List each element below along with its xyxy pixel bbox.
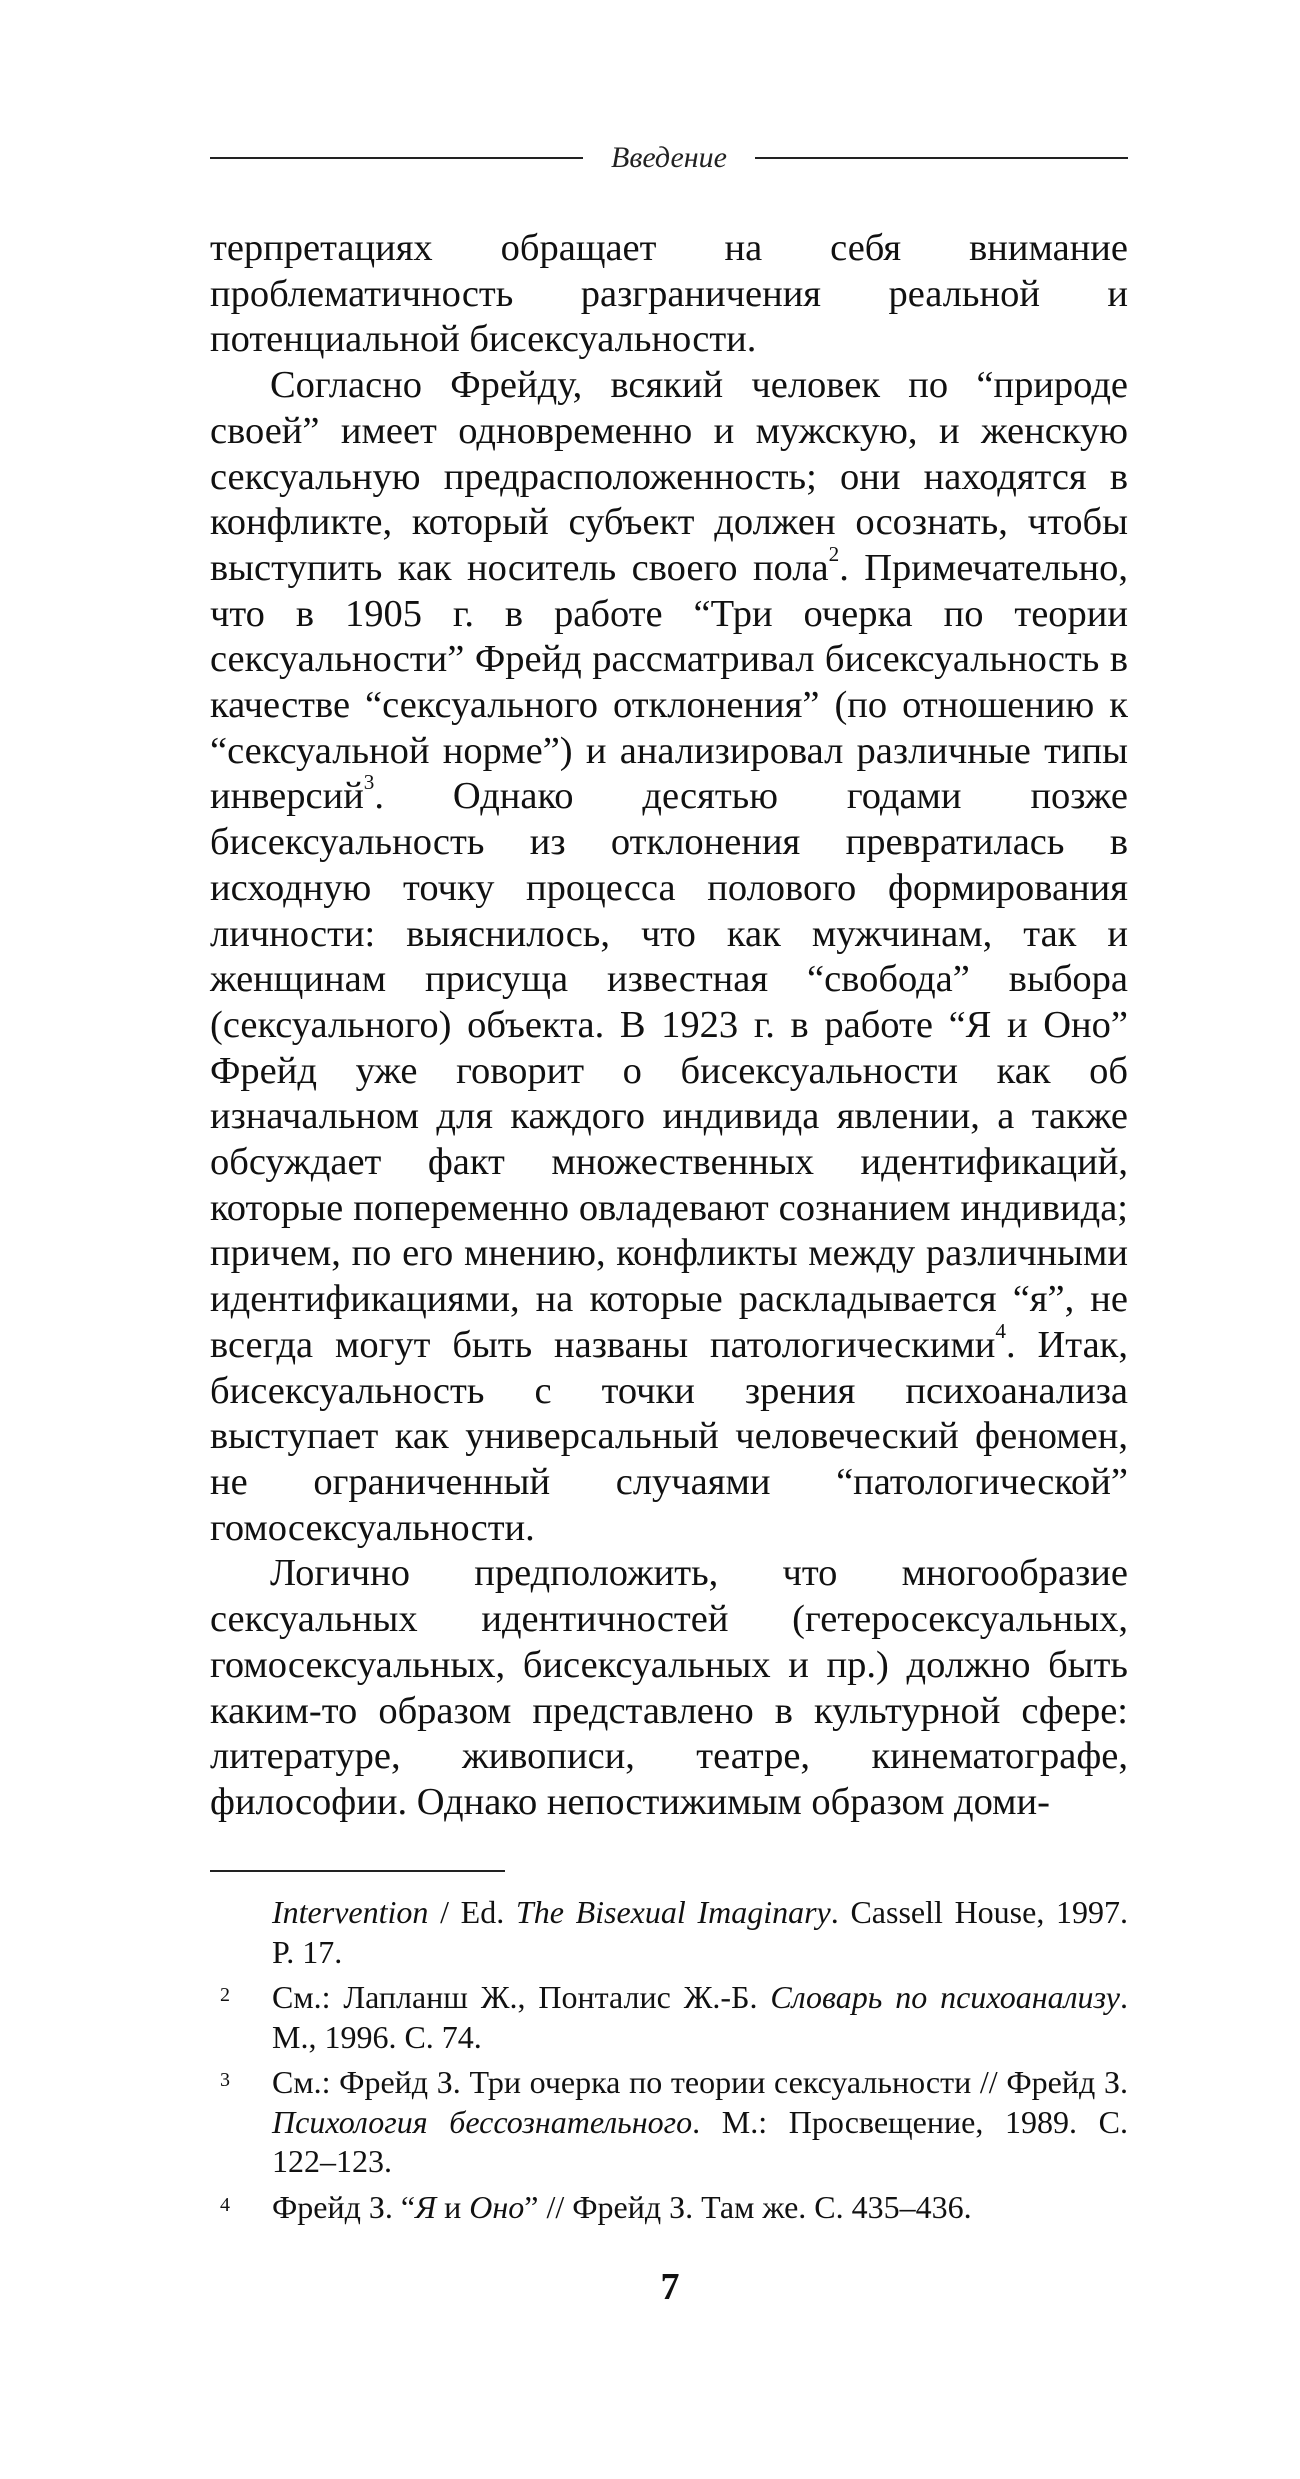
paragraph-2-part-a: Согласно Фрейду, всякий человек по “природе своей” имеет одновременно и мужскую, и женскую сексуальную предрасположенность; они находятся в конфликте, который субъект должен осознать, чтобы выступить как носитель своего пола xyxy=(210,364,1128,589)
paragraph-2-part-d: . Итак, бисексуальность с точки зрения психоанализа выступает как универсальный человеческий феномен, не ограниченный случаями “патологической” гомосексуальности. xyxy=(210,1323,1128,1549)
footnote-3-number: 3 xyxy=(220,2069,230,2091)
footnote-separator xyxy=(210,1870,505,1872)
footnote-ref-4: 4 xyxy=(995,1318,1006,1343)
footnote-4-text-2: и xyxy=(436,2188,470,2225)
footnote-3-text-2: . М.: Просвещение, 1989. С. 122–123. xyxy=(272,2103,1129,2179)
main-text xyxy=(210,226,1128,1826)
paragraph-3: Логично предположить, что многообразие сексуальных идентичностей (гетеросексуальных, гомосексуальных, бисексуальных и пр.) должно быть каким-то образом представлено в культурной сфере: литературе, живописи, театре, кинематографе, философии. Однако непостижимым образом доми- xyxy=(210,1552,1128,1823)
paragraph-1: терпретациях обращает на себя внимание проблематичность разграничения реальной и потенциальной бисексуальности. xyxy=(210,227,1128,361)
footnotes xyxy=(210,1893,1128,2233)
footnote-4-text-3: ” // Фрейд З. Там же. С. 435–436. xyxy=(524,2188,972,2225)
footnote-2-text-1: См.: Лапланш Ж., Понталис Ж.-Б. xyxy=(272,1979,771,2015)
footnote-continued-text-1: / Ed. xyxy=(428,1894,516,1930)
header-rule-right xyxy=(755,157,1128,159)
header-rule-left xyxy=(210,157,583,159)
footnote-3 xyxy=(210,2063,1128,2182)
footnote-2-text-2: . М., 1996. С. 74. xyxy=(272,1979,1129,2055)
footnote-2-italic: Словарь по психоанализу xyxy=(770,1979,1121,2015)
running-title: Введение xyxy=(611,141,727,174)
paragraph-2 xyxy=(210,363,1128,1551)
footnote-3-text-1: См.: Фрейд З. Три очерка по теории сексуальности // Фрейд З. xyxy=(272,2064,1128,2100)
footnote-4-italic-2: Оно xyxy=(469,2188,525,2225)
footnote-4-italic-1: Я xyxy=(415,2188,437,2225)
paragraph-2-part-c: . Однако десятью годами позже бисексуальность из отклонения превратилась в исходную точку процесса полового формирования личности: выяснилось, что как мужчинам, так и женщинам присуща известная “свобода” выбора (сексуального) объекта. В 1923 г. в работе “Я и Оно” Фрейд уже говорит о бисексуальности как об изначальном для каждого индивида явлении, а также обсуждает факт множественных идентификаций, которые попеременно овладевают сознанием индивида; причем, по его мнению, конфликты между различными идентификациями, на которые раскладывается “я”, не всегда могут быть названы патологическими xyxy=(210,775,1128,1366)
footnote-4-number: 4 xyxy=(220,2193,230,2216)
footnote-continued-text-2: . Cassell House, 1997. P. 17. xyxy=(272,1894,1129,1970)
footnote-ref-2: 2 xyxy=(828,541,840,566)
footnote-continued-italic-2: The Bisexual Imaginary xyxy=(515,1894,831,1930)
footnote-4 xyxy=(210,2188,1128,2228)
paragraph-2-part-b: . Примечательно, что в 1905 г. в работе “Три очерка по теории сексуальности” Фрейд рассматривал бисексуальность в качестве “сексуального отклонения” (по отношению к “сексуальной норме”) и анализировал различные типы инверсий xyxy=(210,546,1128,818)
footnote-3-italic: Психология бессознательного xyxy=(272,2103,693,2140)
footnote-2 xyxy=(210,1978,1128,2057)
running-header xyxy=(210,138,1128,178)
footnote-ref-3: 3 xyxy=(363,770,375,795)
footnote-continued-italic-1: Intervention xyxy=(272,1894,429,1930)
footnote-continued xyxy=(210,1893,1128,1972)
footnote-2-number: 2 xyxy=(220,1984,230,2006)
page-number: 7 xyxy=(660,2266,680,2308)
footnote-4-text-1: Фрейд З. “ xyxy=(272,2188,416,2225)
